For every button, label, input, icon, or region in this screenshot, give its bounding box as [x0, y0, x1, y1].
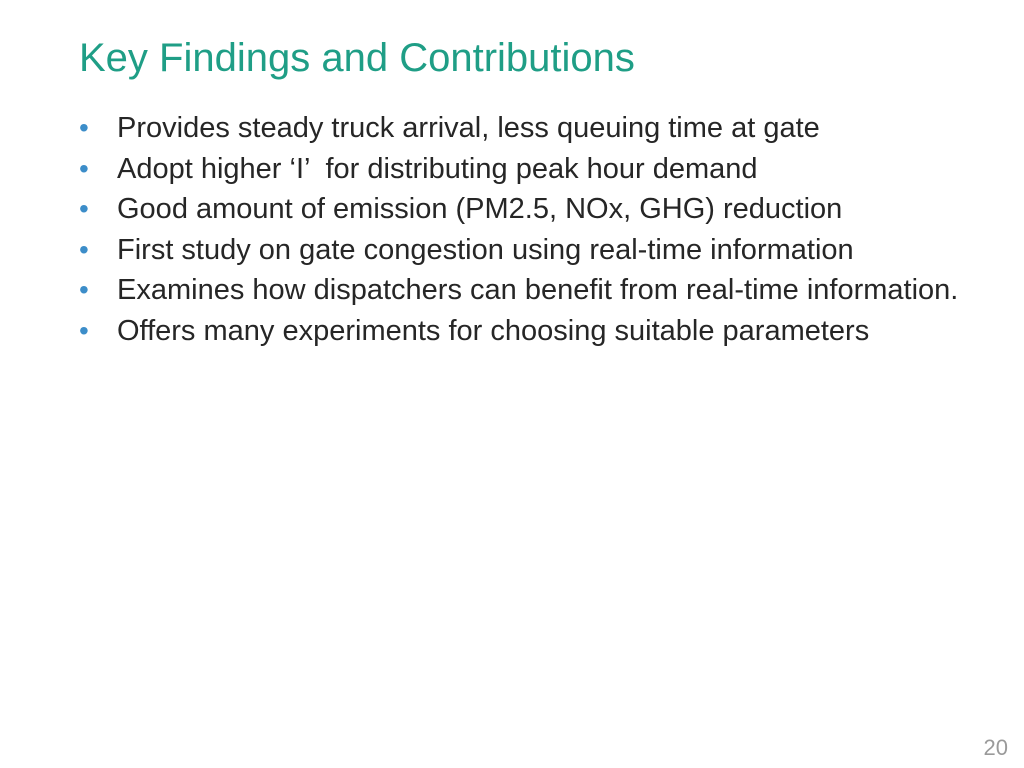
- bullet-text: Provides steady truck arrival, less queuing time at gate: [117, 112, 820, 144]
- bullet-item: [79, 108, 979, 149]
- bullet-item: [79, 189, 979, 230]
- bullet-item: [79, 149, 979, 190]
- bullet-dot: •: [79, 314, 89, 346]
- bullet-dot: •: [79, 233, 89, 265]
- bullet-dot: •: [79, 193, 89, 224]
- bullet-text: Examines how dispatchers can benefit from real-time information.: [117, 274, 959, 306]
- bullet-dot: •: [79, 152, 89, 184]
- bullet-dot: •: [79, 274, 89, 305]
- bullet-item: [79, 230, 979, 271]
- bullet-text: Good amount of emission (PM2.5, NOx, GHG) reduction: [117, 193, 843, 225]
- slide-title: Key Findings and Contributions: [79, 36, 635, 80]
- bullet-text: Adopt higher ‘I’ for distributing peak hour demand: [117, 152, 758, 185]
- bullet-item: [79, 311, 979, 352]
- slide-number: 20: [983, 735, 1008, 760]
- bullet-text: Offers many experiments for choosing suitable parameters: [117, 314, 870, 347]
- bullet-item: [79, 270, 979, 311]
- bullet-dot: •: [79, 112, 89, 143]
- bullet-list: [79, 108, 979, 351]
- bullet-text: First study on gate congestion using real-time information: [117, 233, 854, 266]
